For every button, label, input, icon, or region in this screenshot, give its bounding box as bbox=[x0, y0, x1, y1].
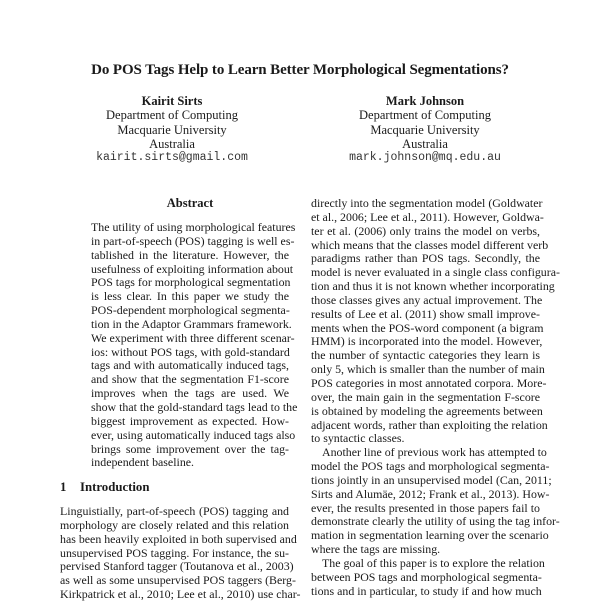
text-line: ever, the results presented in those papers fail to bbox=[311, 500, 540, 515]
text-line: those classes gives any actual improvement. The bbox=[311, 292, 543, 307]
text-line: Sirts and Alumäe, 2012; Frank et al., 2013). How- bbox=[311, 486, 550, 501]
author-email: mark.johnson@mq.edu.au bbox=[349, 151, 501, 165]
text-line: pervised Stanford tagger (Toutanova et al., 2003) bbox=[60, 559, 294, 574]
text-line: as well as some unsupervised POS taggers (Berg- bbox=[60, 573, 296, 588]
text-line: tions and in particular, to study if and how much bbox=[311, 583, 542, 598]
text-line: HMM) is incorporated into the model. However, bbox=[311, 334, 543, 349]
text-line: and show that the segmentation F1-score bbox=[91, 372, 289, 387]
text-line: tags and with automatically induced tags, bbox=[91, 358, 289, 373]
text-line: POS-dependent morphological segmenta- bbox=[91, 303, 290, 318]
text-line: paradigms rather than POS tags. Secondly, the bbox=[311, 251, 540, 266]
text-line: results of Lee et al. (2011) show small improve- bbox=[311, 306, 540, 321]
text-line: tions jointly in an unsupervised model (Can, 2011; bbox=[311, 472, 552, 487]
paragraph bbox=[311, 196, 560, 446]
text-line: usefulness of exploiting information about bbox=[91, 261, 294, 276]
text-line: has been heavily exploited in both supervised and bbox=[60, 531, 297, 546]
author-block-1 bbox=[52, 94, 292, 165]
paper-title: Do POS Tags Help to Learn Better Morphological Segmentations? bbox=[91, 62, 509, 78]
text-line: tion and thus it is not known whether incorporating bbox=[311, 279, 555, 294]
text-line: The utility of using morphological features bbox=[91, 220, 296, 234]
text-line: to syntactic classes. bbox=[311, 431, 405, 446]
text-line: which means that the classes model different verb bbox=[311, 237, 549, 252]
text-line: We experiment with three different scenar- bbox=[91, 330, 295, 345]
text-line: improves when the tags are used. We bbox=[91, 386, 289, 401]
author-department: Department of Computing bbox=[106, 108, 238, 123]
text-line: The goal of this paper is to explore the relation bbox=[322, 555, 545, 570]
text-line: biggest improvement as expected. How- bbox=[91, 413, 289, 428]
abstract-body bbox=[91, 220, 298, 470]
text-line: POS categories in most annotated corpora. More- bbox=[311, 375, 547, 390]
text-line: over, the main gain in the segmentation F-score bbox=[311, 389, 540, 404]
text-line: Linguistially, part-of-speech (POS) tagging and bbox=[60, 504, 289, 518]
text-line: adjacent words, rather than exploiting the relation bbox=[311, 417, 548, 432]
section-title: Introduction bbox=[80, 480, 150, 494]
text-line: morphology are closely related and this relation bbox=[60, 517, 289, 532]
text-line: ios: without POS tags, with gold-standard bbox=[91, 344, 290, 359]
text-line: show that the gold-standard tags lead to the bbox=[91, 399, 298, 414]
right-column-body bbox=[311, 196, 560, 598]
text-line: in part-of-speech (POS) tagging is well es- bbox=[91, 233, 295, 248]
author-country: Australia bbox=[149, 136, 195, 151]
paragraph bbox=[311, 445, 560, 557]
text-line: unsupervised POS tagging. For instance, the su- bbox=[60, 545, 289, 560]
text-line: independent baseline. bbox=[91, 455, 195, 470]
author-university: Macquarie University bbox=[370, 122, 480, 137]
text-line: model the POS tags and morphological segmenta- bbox=[311, 459, 550, 474]
text-line: Another line of previous work has attempted to bbox=[322, 445, 547, 460]
text-line: mation in segmentation learning over the scenario bbox=[311, 528, 549, 543]
text-line: Kirkpatrick et al., 2010; Lee et al., 2010) use char- bbox=[60, 587, 301, 602]
section-number: 1 bbox=[60, 480, 67, 494]
text-line: model is never evaluated in a single class configura- bbox=[311, 265, 560, 280]
section-heading-introduction bbox=[60, 480, 149, 495]
author-department: Department of Computing bbox=[359, 108, 491, 123]
paragraph bbox=[311, 555, 545, 599]
text-line: ter et al. (2006) only trains the model on verbs, bbox=[311, 223, 540, 238]
text-line: between POS tags and morphological segmenta- bbox=[311, 569, 542, 584]
text-line: the number of syntactic categories they learn is bbox=[311, 348, 540, 363]
text-line: where the tags are missing. bbox=[311, 542, 441, 557]
text-line: POS tags for morphological segmentation bbox=[91, 275, 291, 290]
text-line: ever, using automatically induced tags also bbox=[91, 427, 296, 442]
text-line: tion in the Adaptor Grammars framework. bbox=[91, 316, 292, 331]
author-block-2 bbox=[305, 94, 545, 165]
text-line: is obtained by modeling the agreements between bbox=[311, 403, 543, 418]
introduction-body bbox=[60, 504, 301, 602]
text-line: et al., 2006; Lee et al., 2011). However, Goldwa- bbox=[311, 209, 544, 224]
text-line: brings some improvement over the tag- bbox=[91, 441, 289, 456]
text-line: demonstrate clearly the utility of using the tag infor- bbox=[311, 514, 560, 529]
author-country: Australia bbox=[402, 136, 448, 151]
text-line: directly into the segmentation model (Goldwater bbox=[311, 196, 543, 210]
author-name: Mark Johnson bbox=[385, 94, 465, 108]
text-line: tablished in the literature. However, the bbox=[91, 247, 289, 262]
author-name: Kairit Sirts bbox=[141, 94, 203, 108]
text-line: only 5, which is smaller than the number of main bbox=[311, 362, 545, 377]
text-line: ments when the POS-word component (a bigram bbox=[311, 320, 544, 335]
abstract-heading: Abstract bbox=[166, 196, 214, 210]
author-email: kairit.sirts@gmail.com bbox=[96, 151, 248, 165]
text-line: is less clear. In this paper we study the bbox=[91, 289, 289, 304]
author-university: Macquarie University bbox=[117, 122, 227, 137]
